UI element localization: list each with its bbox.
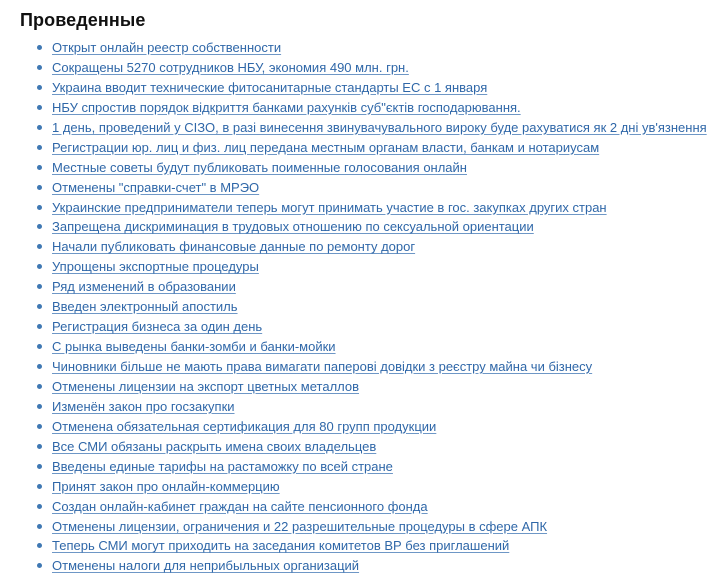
reform-link[interactable]: Украинские предприниматели теперь могут принимать участие в гос. закупках других стран [52,199,607,215]
list-item [20,98,725,118]
reform-link[interactable]: Создан онлайн-кабинет граждан на сайте пенсионного фонда [52,498,428,514]
list-item [20,417,725,437]
list-item [20,237,725,257]
list-item [20,497,725,517]
bullet-icon [37,264,42,269]
list-item [20,397,725,417]
bullet-icon [37,205,42,210]
reform-link[interactable]: Регистрация бизнеса за один день [52,319,263,335]
reform-link[interactable]: Ряд изменений в образовании [52,279,236,295]
bullet-icon [37,543,42,548]
bullet-icon [37,65,42,70]
section-title: Проведенные [20,10,146,30]
list-item [20,437,725,457]
list-item [20,517,725,537]
list-item [20,457,725,477]
reform-link[interactable]: НБУ спростив порядок відкриття банками рахунків суб"єктів господарювання. [52,99,521,115]
reform-link[interactable]: Принят закон про онлайн-коммерцию [52,478,280,494]
reform-link[interactable]: Украина вводит технические фитосанитарные стандарты ЕС с 1 января [52,79,488,95]
list-item [20,257,725,277]
reform-link[interactable]: Сокращены 5270 сотрудников НБУ, экономия 490 млн. грн. [52,59,409,75]
bullet-icon [37,125,42,130]
bullet-icon [37,244,42,249]
bullet-icon [37,464,42,469]
reform-list [20,38,725,576]
list-item [20,317,725,337]
reform-link[interactable]: Все СМИ обязаны раскрыть имена своих владельцев [52,438,377,454]
reform-link[interactable]: Отменены лицензии на экспорт цветных металлов [52,378,360,394]
reform-link[interactable]: Отменены лицензии, ограничения и 22 разрешительные процедуры в сфере АПК [52,518,548,534]
reform-link[interactable]: Отменена обязательная сертификация для 80 групп продукции [52,418,437,434]
list-item [20,337,725,357]
reform-link[interactable]: Введены единые тарифы на растаможку по всей стране [52,458,393,474]
reform-link[interactable]: С рынка выведены банки-зомби и банки-мойки [52,339,336,355]
list-item [20,118,725,138]
bullet-icon [37,45,42,50]
bullet-icon [37,105,42,110]
list-item [20,178,725,198]
reform-link[interactable]: Открыт онлайн реестр собственности [52,40,282,55]
bullet-icon [37,504,42,509]
list-item [20,58,725,78]
list-item [20,38,725,58]
list-item [20,277,725,297]
list-item [20,377,725,397]
bullet-icon [37,324,42,329]
bullet-icon [37,185,42,190]
list-item [20,556,725,576]
list-item [20,158,725,178]
reform-link[interactable]: Начали публиковать финансовые данные по ремонту дорог [52,239,416,255]
reform-link[interactable]: Отменены "справки-счет" в МРЭО [52,179,260,195]
reform-link[interactable]: 1 день, проведений у СІЗО, в разі винесення звинувачувального вироку буде рахуватися як 2 дні ув'язнення [52,119,707,135]
reform-link[interactable]: Упрощены экспортные процедуры [52,259,259,275]
bullet-icon [37,224,42,229]
reform-link[interactable]: Запрещена дискриминация в трудовых отношению по сексуальной ориентации [52,219,534,235]
bullet-icon [37,85,42,90]
list-item [20,198,725,218]
bullet-icon [37,384,42,389]
bullet-icon [37,344,42,349]
list-item [20,536,725,556]
reform-link[interactable]: Изменён закон про госзакупки [52,398,235,414]
completed-reforms-section [20,8,725,576]
bullet-icon [37,444,42,449]
list-item [20,477,725,497]
bullet-icon [37,364,42,369]
list-item [20,78,725,98]
bullet-icon [37,563,42,568]
bullet-icon [37,404,42,409]
reform-link[interactable]: Введен электронный апостиль [52,299,238,315]
reform-link[interactable]: Отменены налоги для неприбыльных организаций [52,558,360,574]
bullet-icon [37,145,42,150]
bullet-icon [37,284,42,289]
bullet-icon [37,424,42,429]
bullet-icon [37,524,42,529]
list-item [20,217,725,237]
list-item [20,138,725,158]
bullet-icon [37,165,42,170]
bullet-icon [37,304,42,309]
list-item [20,297,725,317]
reform-link[interactable]: Местные советы будут публиковать поименные голосования онлайн [52,159,467,175]
list-item [20,357,725,377]
reform-link[interactable]: Регистрации юр. лиц и физ. лиц передана местным органам власти, банкам и нотариусам [52,139,600,155]
reform-link[interactable]: Теперь СМИ могут приходить на заседания комитетов ВР без приглашений [52,538,510,554]
reform-link[interactable]: Чиновники більше не мають права вимагати паперові довідки з реєстру майна чи бізнесу [52,359,593,374]
bullet-icon [37,484,42,489]
